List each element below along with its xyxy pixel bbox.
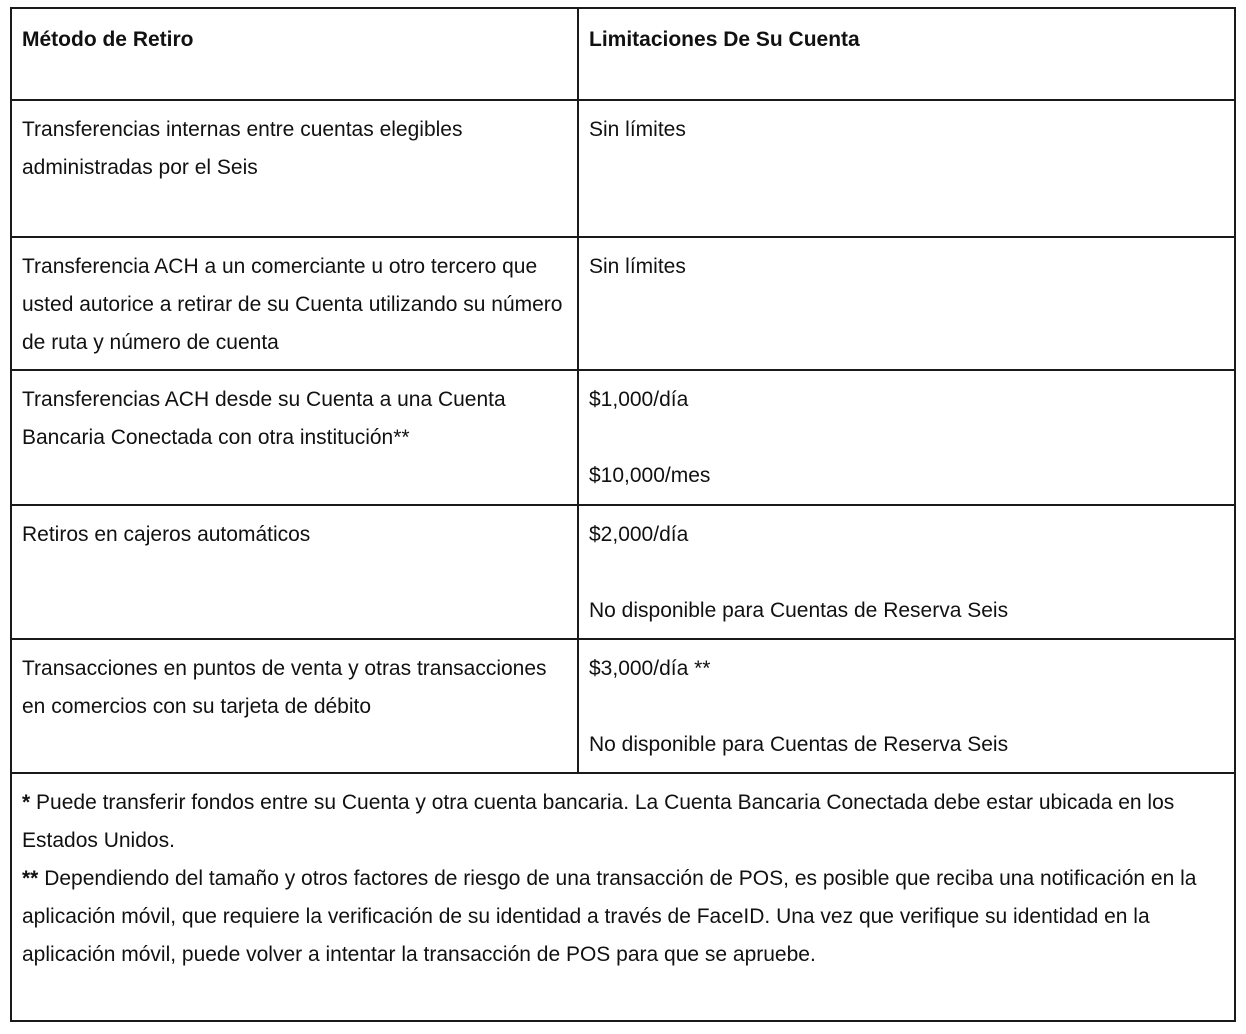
limit-note: No disponible para Cuentas de Reserva Seis bbox=[589, 599, 1009, 622]
table-row bbox=[11, 237, 1235, 370]
table-row bbox=[11, 639, 1235, 773]
header-method: Método de Retiro bbox=[11, 8, 578, 100]
spacer bbox=[589, 554, 1224, 592]
limit-value: Sin límites bbox=[589, 255, 686, 278]
withdrawal-limits-table bbox=[10, 7, 1236, 1022]
footnote-1-marker: * bbox=[22, 791, 31, 814]
method-cell: Transacciones en puntos de venta y otras transacciones en comercios con su tarjeta de débito bbox=[11, 639, 578, 773]
limit-note: No disponible para Cuentas de Reserva Seis bbox=[589, 733, 1009, 756]
footnotes-cell bbox=[11, 773, 1235, 1021]
table-row bbox=[11, 370, 1235, 505]
limit-cell bbox=[578, 370, 1235, 505]
limit-value: $1,000/día bbox=[589, 388, 689, 411]
spacer bbox=[589, 419, 1224, 457]
footnote-2-text: Dependiendo del tamaño y otros factores de riesgo de una transacción de POS, es posible que reciba una notificación en la aplicación móvil, que requiere la verificación de su identidad a través de FaceID. Una vez que verifique su identidad en la aplicación móvil, puede volver a intentar la transacción de POS para que se apruebe. bbox=[22, 867, 1197, 966]
limit-value: $10,000/mes bbox=[589, 464, 711, 487]
limit-cell bbox=[578, 100, 1235, 237]
method-cell: Transferencias internas entre cuentas elegibles administradas por el Seis bbox=[11, 100, 578, 237]
header-limits: Limitaciones De Su Cuenta bbox=[578, 8, 1235, 100]
table-row bbox=[11, 100, 1235, 237]
footnote-2 bbox=[22, 860, 1224, 974]
method-cell: Transferencias ACH desde su Cuenta a una Cuenta Bancaria Conectada con otra institución** bbox=[11, 370, 578, 505]
spacer bbox=[589, 688, 1224, 726]
limit-value: $2,000/día bbox=[589, 523, 689, 546]
footnotes-row bbox=[11, 773, 1235, 1021]
limit-value: Sin límites bbox=[589, 118, 686, 141]
method-cell: Transferencia ACH a un comerciante u otro tercero que usted autorice a retirar de su Cuenta utilizando su número de ruta y número de cuenta bbox=[11, 237, 578, 370]
limit-value: $3,000/día ** bbox=[589, 657, 711, 680]
footnote-2-marker: ** bbox=[22, 867, 39, 890]
table-row bbox=[11, 505, 1235, 639]
limit-cell bbox=[578, 639, 1235, 773]
footnote-1-text: Puede transferir fondos entre su Cuenta y otra cuenta bancaria. La Cuenta Bancaria Conectada debe estar ubicada en los Estados Unidos. bbox=[22, 791, 1175, 852]
footnote-1 bbox=[22, 784, 1224, 860]
limit-cell bbox=[578, 505, 1235, 639]
table-header-row bbox=[11, 8, 1235, 100]
method-cell: Retiros en cajeros automáticos bbox=[11, 505, 578, 639]
limit-cell bbox=[578, 237, 1235, 370]
